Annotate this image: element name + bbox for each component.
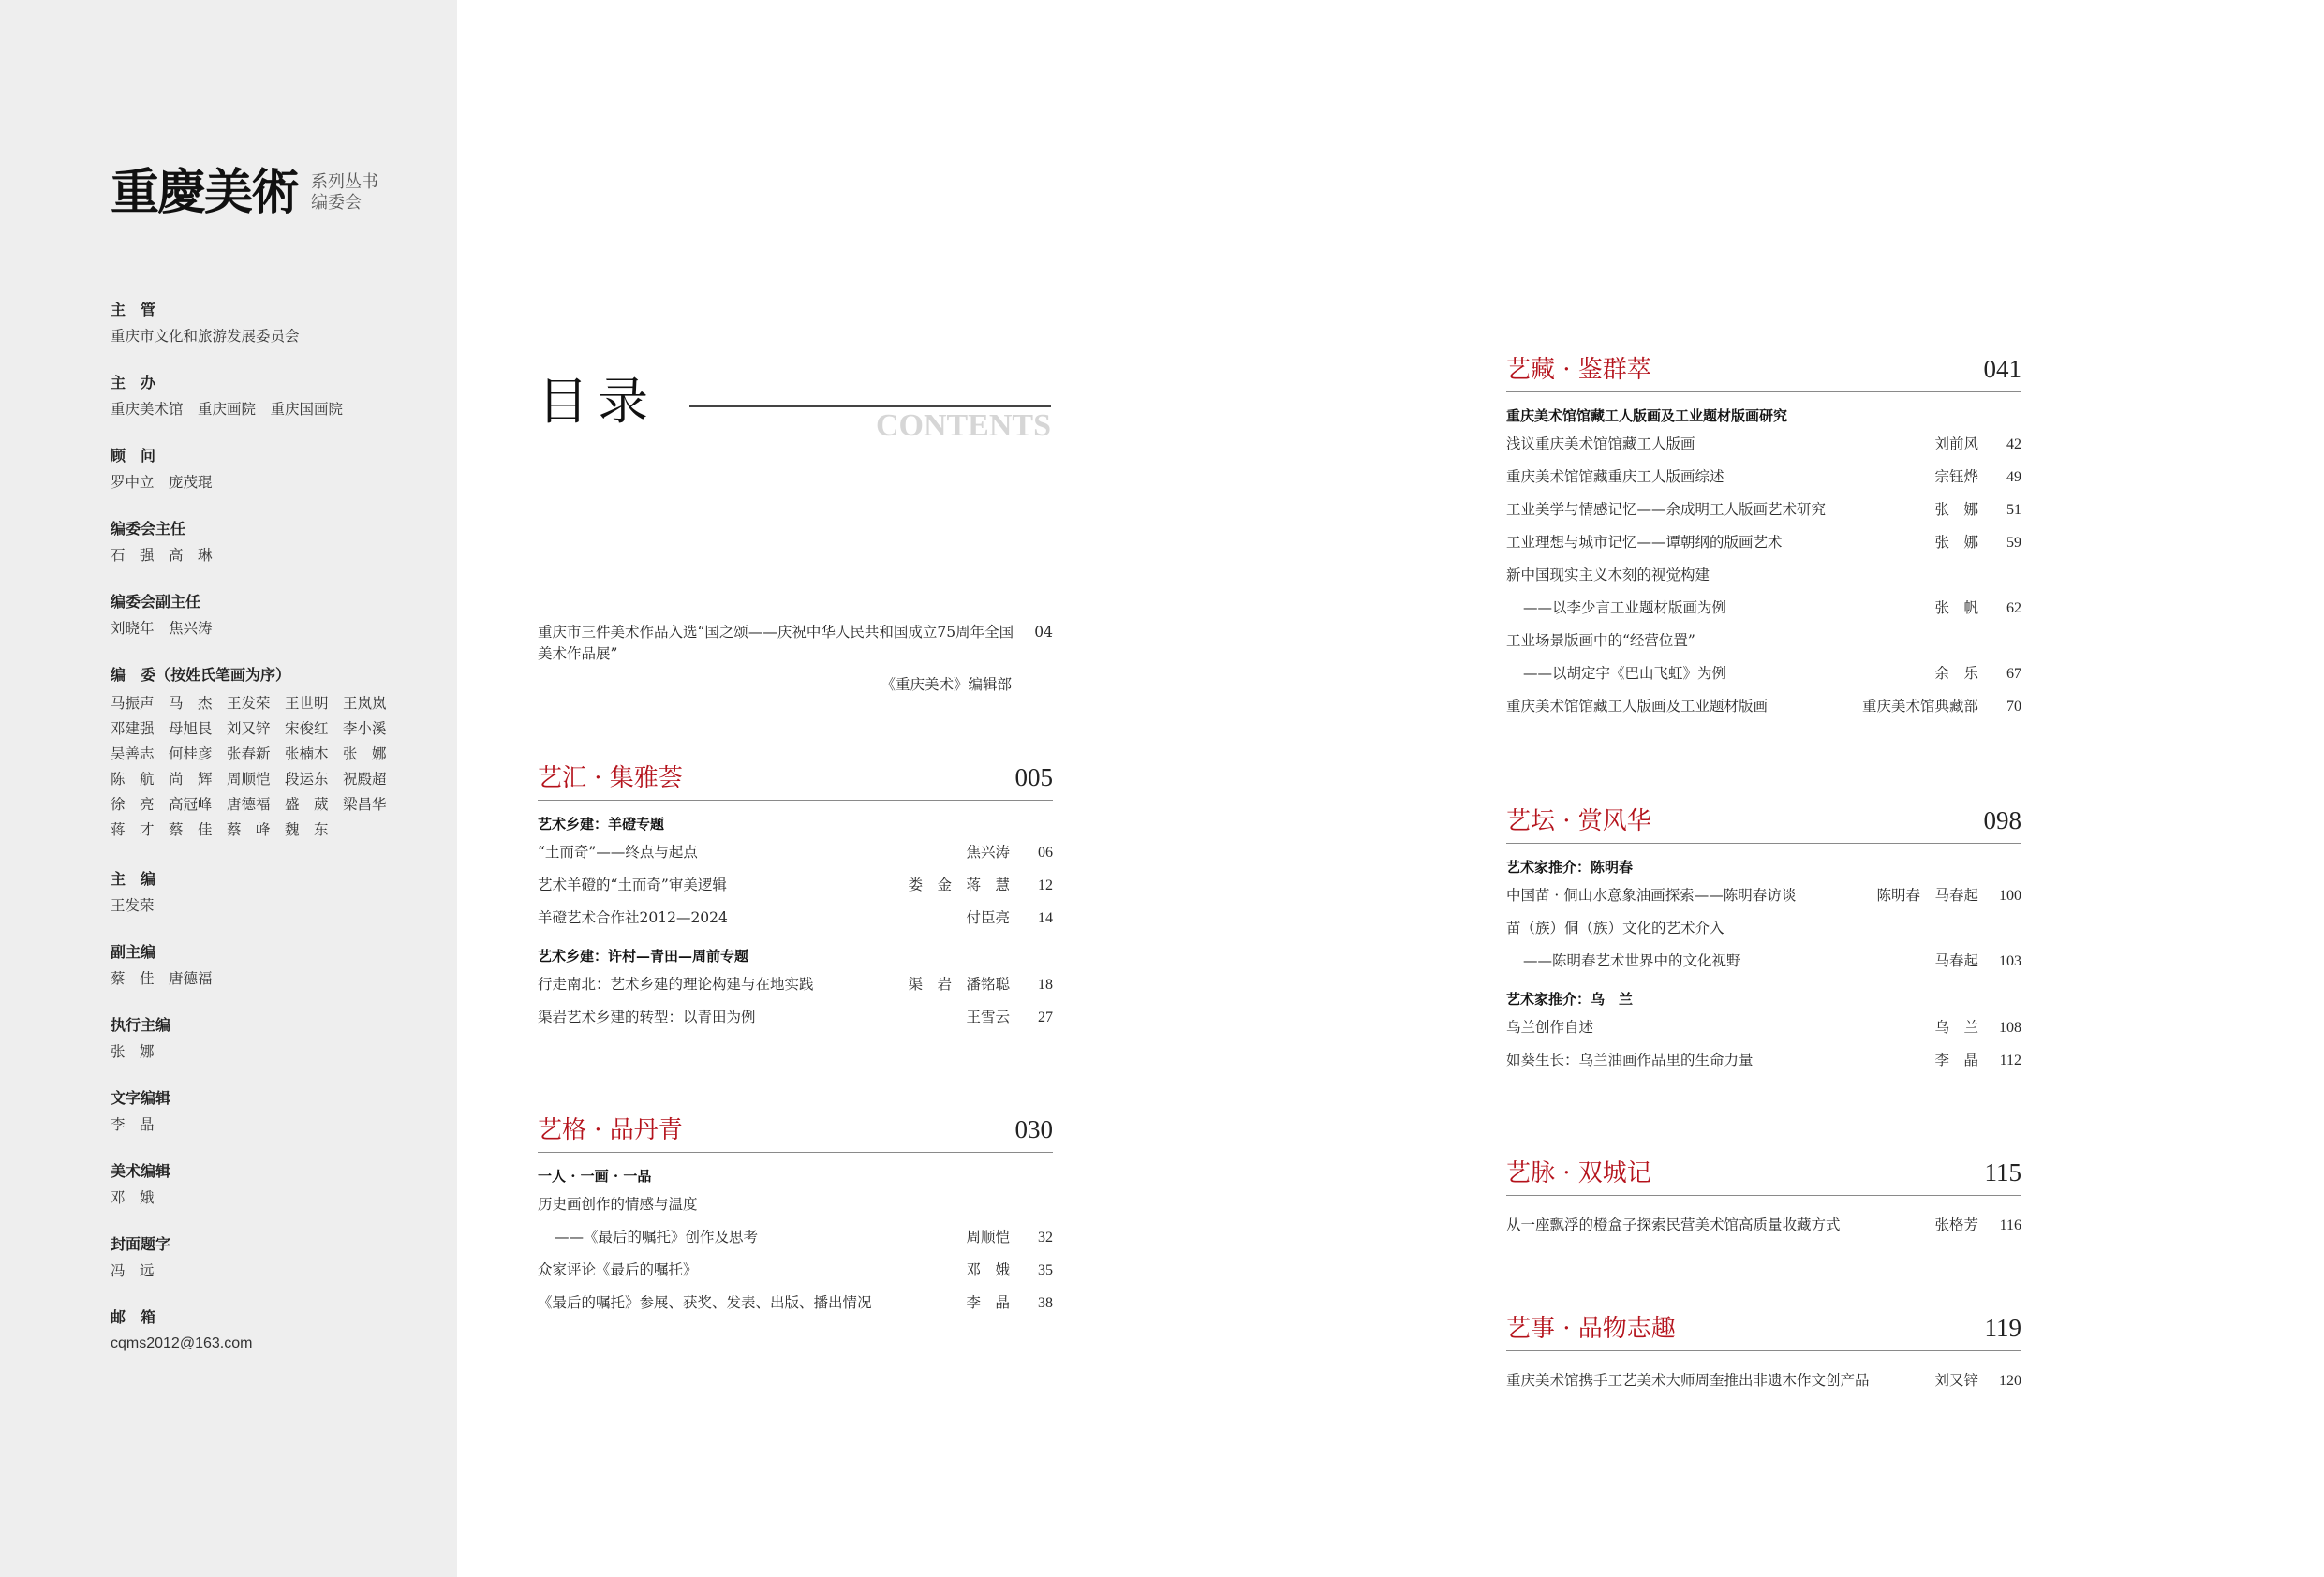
- entry-author: 刘前风: [1934, 435, 1978, 452]
- section-yimai: [1506, 1154, 2021, 1242]
- toc-entry[interactable]: [1506, 428, 2021, 461]
- entry-author: 张 帆: [1934, 599, 1978, 616]
- entry-page-number: 112: [1999, 1053, 2021, 1069]
- credit-name-line: 张 娜: [111, 1043, 155, 1060]
- subsection-heading: 艺术家推介：乌 兰: [1506, 991, 1634, 1008]
- entry-title: 《最后的嘱托》参展、获奖、发表、出版、播出情况: [538, 1294, 872, 1311]
- entry-author: 陈明春 马春起: [1876, 887, 1978, 904]
- credit-block: [111, 300, 429, 346]
- credit-name-line: 王发荣: [111, 897, 155, 914]
- entry-page-number: 27: [1038, 1010, 1053, 1025]
- entry-title: ——《最后的嘱托》创作及思考: [555, 1229, 759, 1245]
- credit-label: 副主编: [111, 943, 156, 961]
- section-number: 098: [1983, 806, 2021, 834]
- entry-author: 周顺恺: [966, 1229, 1010, 1245]
- entry-page-number: 59: [2006, 535, 2021, 551]
- entry-title: ——以胡定宇《巴山飞虹》为例: [1523, 665, 1727, 682]
- credit-block: [111, 942, 429, 989]
- intro-entry: [538, 622, 1053, 696]
- credit-label: 主 编: [111, 870, 156, 888]
- section-title: 艺藏 · 鉴群萃: [1506, 356, 1651, 384]
- entry-title: 重庆美术馆携手工艺美术大师周奎推出非遗木作文创产品: [1506, 1372, 1870, 1389]
- entry-title: 如葵生长：乌兰油画作品里的生命力量: [1506, 1052, 1754, 1069]
- credit-name-line: 罗中立 庞茂琨: [111, 474, 213, 491]
- section-header: [1506, 1309, 2021, 1351]
- credit-block: [111, 1234, 429, 1281]
- entry-page-number: 100: [1999, 888, 2021, 904]
- credit-label: 文字编辑: [111, 1089, 171, 1107]
- entry-title: 重庆美术馆馆藏工人版画及工业题材版画: [1506, 698, 1769, 715]
- entry-title: 历史画创作的情感与温度: [538, 1196, 698, 1213]
- toc-entry[interactable]: [1506, 1011, 2021, 1044]
- toc-entry[interactable]: [1506, 526, 2021, 559]
- entry-author: 渠 岩 潘铭聪: [908, 976, 1010, 993]
- section-number: 115: [1984, 1158, 2021, 1186]
- entry-author: 乌 兰: [1934, 1019, 1978, 1036]
- entry-page-number: 42: [2006, 436, 2021, 452]
- section-header: [1506, 802, 2021, 844]
- toc-entry[interactable]: [1506, 592, 2021, 625]
- credit-name-line: 邓建强 母旭艮 刘又锌 宋俊红 李小溪: [111, 720, 387, 737]
- section-number: 119: [1984, 1314, 2021, 1342]
- entry-page-number: 67: [2006, 666, 2021, 682]
- toc-entry[interactable]: [1506, 1044, 2021, 1077]
- entry-author: 张格芳: [1934, 1216, 1978, 1233]
- entry-author: 邓 娥: [966, 1261, 1010, 1278]
- entry-title: ——以李少言工业题材版画为例: [1523, 599, 1727, 616]
- toc-entry[interactable]: [1506, 461, 2021, 494]
- entry-author: 付臣亮: [966, 909, 1010, 926]
- credit-label: 顾 问: [111, 447, 156, 464]
- section-number: 005: [1014, 763, 1053, 791]
- entry-author: 李 晶: [966, 1294, 1010, 1311]
- subsection-heading: 重庆美术馆馆藏工人版画及工业题材版画研究: [1506, 407, 1788, 424]
- credit-label: 执行主编: [111, 1016, 171, 1034]
- toc-entry[interactable]: [1506, 494, 2021, 526]
- entry-author: 李 晶: [1934, 1052, 1978, 1069]
- credit-name-line: 邓 娥: [111, 1189, 155, 1206]
- entry-title: 工业场景版画中的“经营位置”: [1506, 632, 1695, 649]
- entry-title: 从一座飘浮的橙盒子探索民营美术馆高质量收藏方式: [1506, 1216, 1841, 1233]
- entry-title: 工业理想与城市记忆——谭朝纲的版画艺术: [1506, 534, 1783, 551]
- email-label: 邮 箱: [111, 1308, 156, 1326]
- entry-page-number: 14: [1038, 910, 1053, 926]
- credit-name-line: 冯 远: [111, 1262, 155, 1279]
- entry-page-number: 108: [1999, 1020, 2021, 1036]
- entry-author: 重庆美术馆典藏部: [1861, 698, 1978, 715]
- entry-author: 刘又锌: [1934, 1372, 1978, 1389]
- credit-label: 编 委（按姓氏笔画为序）: [111, 666, 291, 684]
- entry-title: 羊磴艺术合作社2012—2024: [538, 909, 728, 926]
- credit-name-line: 重庆市文化和旅游发展委员会: [111, 328, 300, 345]
- subsection-heading: 艺术乡建：许村—青田—周前专题: [538, 948, 749, 965]
- entry-title: “土而奇”——终点与起点: [538, 844, 698, 861]
- toc-entry[interactable]: [538, 1287, 1053, 1319]
- credit-block: [111, 592, 429, 639]
- page-title: 目录: [538, 372, 658, 431]
- credit-name-line: 李 晶: [111, 1116, 155, 1133]
- section-header: [1506, 350, 2021, 392]
- intro-author: 《重庆美术》编辑部: [881, 676, 1012, 693]
- entry-title: 中国苗 · 侗山水意象油画探索——陈明春访谈: [1506, 887, 1797, 904]
- entry-page-number: 32: [1038, 1230, 1053, 1245]
- entry-title: 浅议重庆美术馆馆藏工人版画: [1506, 435, 1695, 452]
- section-yicang: [1506, 350, 2021, 723]
- logo-subtitle-line-1: 系列丛书: [311, 172, 379, 192]
- logo-subtitle-line-2: 编委会: [311, 193, 363, 213]
- entry-title: ——陈明春艺术世界中的文化视野: [1523, 952, 1741, 969]
- credit-name-line: 马振声 马 杰 王发荣 王世明 王岚岚: [111, 695, 387, 712]
- toc-entry[interactable]: [538, 869, 1053, 902]
- credit-block: [111, 519, 429, 566]
- credit-name-line: 刘晓年 焦兴涛: [111, 620, 213, 637]
- entry-author: 宗钰烨: [1934, 468, 1978, 485]
- toc-entry[interactable]: [1506, 690, 2021, 723]
- section-yishi: [1506, 1309, 2021, 1397]
- entry-page-number: 103: [1999, 953, 2021, 969]
- section-title: 艺事 · 品物志趣: [1506, 1315, 1676, 1343]
- entry-page-number: 70: [2006, 699, 2021, 715]
- entry-author: 余 乐: [1934, 665, 1978, 682]
- credit-name-line: 吴善志 何桂彦 张春新 张楠木 张 娜: [111, 745, 387, 762]
- toc-entry[interactable]: [538, 1188, 1053, 1221]
- credit-label: 封面题字: [111, 1235, 171, 1253]
- entry-author: 焦兴涛: [966, 844, 1010, 861]
- entry-author: 张 娜: [1934, 501, 1978, 518]
- section-title: 艺汇 · 集雅荟: [538, 764, 683, 792]
- credit-label: 编委会副主任: [111, 593, 201, 611]
- section-yitan: [1506, 802, 2021, 1077]
- section-title: 艺脉 · 双城记: [1506, 1159, 1651, 1187]
- toc-entry[interactable]: [538, 968, 1053, 1001]
- toc-entry[interactable]: [1506, 559, 2021, 592]
- entry-author: 王雪云: [966, 1009, 1010, 1025]
- entry-page-number: 38: [1038, 1295, 1053, 1311]
- credit-block: [111, 1088, 429, 1135]
- section-title: 艺坛 · 赏风华: [1506, 807, 1651, 835]
- toc-entry[interactable]: [538, 1254, 1053, 1287]
- entry-title: 苗（族）侗（族）文化的艺术介入: [1506, 920, 1724, 936]
- magazine-logo: 重慶美術: [111, 164, 299, 221]
- toc-entry[interactable]: [1506, 657, 2021, 690]
- section-header: [1506, 1154, 2021, 1196]
- entry-title: 新中国现实主义木刻的视觉构建: [1506, 567, 1710, 583]
- email-address: cqms2012@163.com: [111, 1335, 253, 1351]
- masthead: [111, 164, 379, 221]
- section-number: 030: [1014, 1115, 1053, 1143]
- toc-entry[interactable]: [538, 1001, 1053, 1034]
- entry-page-number: 49: [2006, 469, 2021, 485]
- entry-title: 艺术羊磴的“土而奇”审美逻辑: [538, 877, 727, 893]
- entry-title: 乌兰创作自述: [1506, 1019, 1594, 1036]
- entry-page-number: 18: [1038, 977, 1053, 993]
- credit-block: [111, 869, 429, 916]
- credit-block-email: [111, 1307, 429, 1354]
- toc-entry[interactable]: [538, 1221, 1053, 1254]
- subsection-heading: 艺术家推介：陈明春: [1506, 859, 1634, 876]
- entry-author: 娄 金 蒋 慧: [908, 877, 1010, 893]
- section-yihui: [538, 759, 1053, 1034]
- credit-block: [111, 446, 429, 493]
- intro-page-number: 04: [1034, 624, 1053, 641]
- entry-title: 众家评论《最后的嘱托》: [538, 1261, 698, 1278]
- credit-name-line: 石 强 高 琳: [111, 547, 213, 564]
- credit-name-line: 蒋 才 蔡 佳 蔡 峰 魏 东: [111, 821, 329, 838]
- entry-title: 工业美学与情感记忆——余成明工人版画艺术研究: [1506, 501, 1827, 518]
- title-divider: [689, 405, 1051, 407]
- toc-entry[interactable]: [1506, 1364, 2021, 1397]
- entry-author: 马春起: [1934, 952, 1978, 969]
- section-header: [538, 1111, 1053, 1153]
- credit-label: 主 办: [111, 374, 156, 391]
- credit-label: 主 管: [111, 301, 156, 318]
- section-yige: [538, 1111, 1053, 1319]
- credit-label: 编委会主任: [111, 520, 186, 538]
- subsection-heading: 艺术乡建：羊磴专题: [538, 816, 665, 833]
- entry-page-number: 06: [1038, 845, 1053, 861]
- toc-entry[interactable]: [1506, 625, 2021, 657]
- entry-title: 行走南北：艺术乡建的理论构建与在地实践: [538, 976, 814, 993]
- entry-page-number: 120: [1999, 1373, 2021, 1389]
- entry-page-number: 62: [2006, 600, 2021, 616]
- credit-name-line: 陈 航 尚 辉 周顺恺 段运东 祝殿超: [111, 771, 387, 788]
- entry-author: 张 娜: [1934, 534, 1978, 551]
- section-header: [538, 759, 1053, 801]
- logo-subtitle: [311, 172, 378, 214]
- toc-entry[interactable]: [1506, 945, 2021, 978]
- toc-entry[interactable]: [538, 836, 1053, 869]
- toc-entry[interactable]: [1506, 1209, 2021, 1242]
- entry-page-number: 51: [2006, 502, 2021, 518]
- section-title: 艺格 · 品丹青: [538, 1116, 683, 1144]
- credit-block: [111, 373, 429, 420]
- credit-block: [111, 665, 429, 843]
- credit-name-line: 重庆美术馆 重庆画院 重庆国画院: [111, 401, 344, 418]
- toc-entry[interactable]: [1506, 912, 2021, 945]
- editorial-board-sidebar: [0, 0, 457, 1577]
- credit-name-line: 蔡 佳 唐德福: [111, 970, 213, 987]
- contents-watermark: CONTENTS: [875, 408, 1051, 443]
- credit-block: [111, 1161, 429, 1208]
- entry-title: 重庆美术馆馆藏重庆工人版画综述: [1506, 468, 1724, 485]
- entry-title: 渠岩艺术乡建的转型：以青田为例: [538, 1009, 756, 1025]
- credit-name-line: 徐 亮 高冠峰 唐德福 盛 葳 梁昌华: [111, 796, 387, 813]
- entry-page-number: 12: [1038, 877, 1053, 893]
- subsection-heading: 一人 · 一画 · 一品: [538, 1168, 652, 1185]
- toc-entry[interactable]: [538, 902, 1053, 935]
- credits-list: [111, 300, 429, 1380]
- credit-label: 美术编辑: [111, 1162, 171, 1180]
- entry-page-number: 116: [1999, 1217, 2021, 1233]
- intro-title: 重庆市三件美术作品入选“国之颂——庆祝中华人民共和国成立75周年全国美术作品展”: [538, 624, 1014, 662]
- entry-page-number: 35: [1038, 1262, 1053, 1278]
- toc-entry[interactable]: [1506, 879, 2021, 912]
- credit-block: [111, 1015, 429, 1062]
- section-number: 041: [1983, 355, 2021, 383]
